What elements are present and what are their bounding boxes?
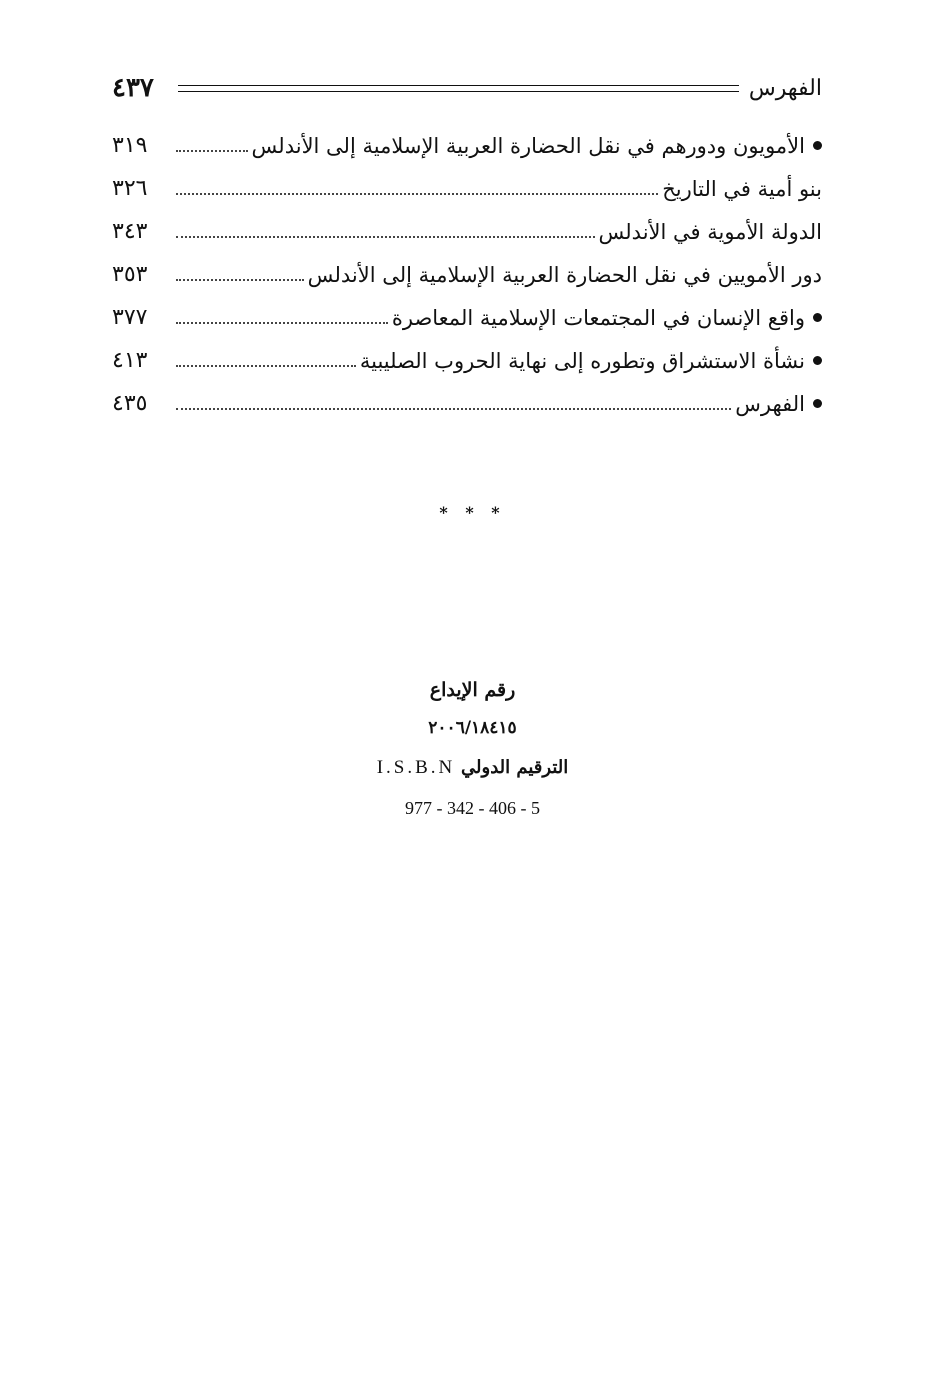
- toc-entry: [112, 296, 822, 339]
- dot-leader: [176, 408, 731, 410]
- dot-leader: [176, 322, 388, 324]
- bullet-icon: [813, 141, 822, 150]
- bullet-icon: [813, 356, 822, 365]
- toc-entry-title: الدولة الأموية في الأندلس: [598, 219, 822, 244]
- colophon: [0, 672, 945, 828]
- toc-page-number: ٤١٣: [112, 348, 148, 373]
- toc-page-number: ٣١٩: [112, 133, 148, 158]
- toc-entry: [112, 124, 822, 167]
- toc-page-number: ٣٢٦: [112, 176, 148, 201]
- dot-leader: [176, 365, 356, 367]
- toc-entry-title: نشأة الاستشراق وتطوره إلى نهاية الحروب الصليبية: [359, 348, 805, 373]
- toc-page-number: ٤٣٥: [112, 391, 148, 416]
- toc-entry: [112, 339, 822, 382]
- isbn-number: 977 - 342 - 406 - 5: [405, 798, 540, 818]
- bullet-icon: [813, 399, 822, 408]
- isbn-label-ar: الترقيم الدولي: [461, 757, 569, 778]
- toc-entry: [112, 253, 822, 296]
- toc-page-number: ٣٧٧: [112, 305, 148, 330]
- toc-entry-title: بنو أمية في التاريخ: [662, 176, 822, 201]
- running-header: [112, 68, 822, 108]
- toc-page-number: ٣٥٣: [112, 262, 148, 287]
- running-title: الفهرس: [748, 75, 822, 101]
- dot-leader: [176, 279, 304, 281]
- header-rule: [178, 85, 739, 92]
- toc-page-number: ٣٤٣: [112, 219, 148, 244]
- page-number: ٤٣٧: [112, 73, 154, 103]
- table-of-contents: [112, 124, 822, 425]
- toc-entry-title: دور الأمويين في نقل الحضارة العربية الإسلامية إلى الأندلس: [307, 262, 822, 287]
- deposit-label: رقم الإيداع: [429, 679, 516, 701]
- toc-entry: [112, 210, 822, 253]
- toc-entry: [112, 382, 822, 425]
- dot-leader: [176, 150, 248, 152]
- section-separator: * * *: [439, 503, 506, 522]
- toc-entry: [112, 167, 822, 210]
- bullet-icon: [813, 313, 822, 322]
- toc-entry-title: الأمويون ودورهم في نقل الحضارة العربية الإسلامية إلى الأندلس: [251, 133, 805, 158]
- toc-entry-title: واقع الإنسان في المجتمعات الإسلامية المعاصرة: [391, 305, 805, 330]
- toc-entry-title: الفهرس: [735, 391, 805, 416]
- dot-leader: [176, 193, 658, 195]
- isbn-label: [0, 748, 945, 788]
- dot-leader: [176, 236, 595, 238]
- deposit-number: ٢٠٠٦/١٨٤١٥: [428, 718, 517, 738]
- isbn-label-en: I.S.B.N: [376, 757, 456, 778]
